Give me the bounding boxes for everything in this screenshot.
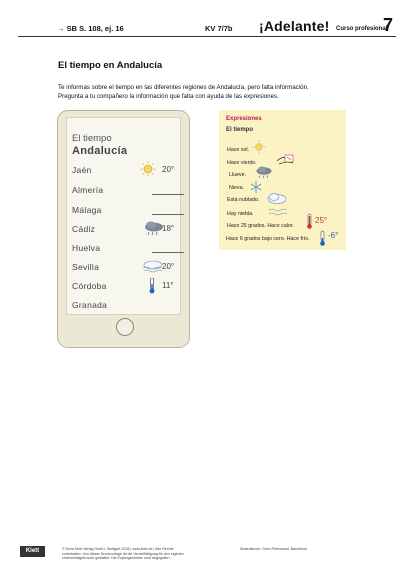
rain-cloud-icon xyxy=(254,165,274,180)
city-row xyxy=(72,204,177,218)
expression-item: Nieva. xyxy=(229,185,245,191)
expression-item: Hace 25 grados. Hace calor. xyxy=(227,223,294,229)
thermometer-hot-icon xyxy=(305,213,314,230)
city-row xyxy=(72,164,177,178)
sun-icon xyxy=(138,161,158,177)
expression-item: Hay niebla. xyxy=(227,211,254,217)
snowflake-icon xyxy=(249,180,263,194)
answer-blank xyxy=(152,214,184,215)
expression-item: Hace 6 grados bajo cero. Hace frío. xyxy=(226,236,310,242)
city-row xyxy=(72,223,177,237)
expression-item: Llueve. xyxy=(229,172,247,178)
expression-item: Está nublado. xyxy=(227,197,260,203)
sun-icon xyxy=(251,140,267,154)
textbook-reference: → SB S. 108, ej. 16 xyxy=(57,24,124,33)
city-name: Almería xyxy=(72,185,104,195)
unit-number: 7 xyxy=(383,15,394,35)
expressions-panel xyxy=(219,110,346,250)
publisher-logo: Klett xyxy=(20,546,45,557)
city-temperature: 20° xyxy=(162,262,175,271)
city-name: Huelva xyxy=(72,243,101,253)
city-row xyxy=(72,280,177,294)
city-row xyxy=(72,299,177,313)
city-name: Sevilla xyxy=(72,262,100,272)
answer-blank xyxy=(152,252,184,253)
cold-temperature: -6° xyxy=(328,231,339,240)
worksheet-code: KV 7/7b xyxy=(205,24,233,33)
hot-temperature: 25° xyxy=(315,216,328,225)
city-temperature: 20° xyxy=(162,165,175,174)
city-name: Cádiz xyxy=(72,224,96,234)
header-divider xyxy=(18,36,396,37)
expression-item: Hace viento. xyxy=(227,160,257,166)
city-temperature: 18° xyxy=(162,224,175,233)
instruction-line: Pregunta a tu compañero la información que falta con ayuda de las expresiones. xyxy=(58,93,279,100)
city-name: Granada xyxy=(72,300,108,310)
illustration-credit: Illustrationen: Sven Palmowski, Barcelona xyxy=(240,547,307,551)
city-row xyxy=(72,242,177,256)
instructions xyxy=(58,83,378,101)
city-name: Málaga xyxy=(72,205,102,215)
app-region: Andalucía xyxy=(72,145,128,157)
city-temperature: 11° xyxy=(162,281,174,290)
expression-item: Hace sol. xyxy=(227,147,250,153)
city-name: Córdoba xyxy=(72,281,107,291)
copyright-line: Unterrichtsgebrauch gestattet. Die Kopiergebühren sind abgegolten. xyxy=(62,556,171,560)
city-row xyxy=(72,184,177,198)
cloud-icon xyxy=(265,192,289,205)
city-name: Jaén xyxy=(72,165,92,175)
brand-title: ¡Adelante! xyxy=(259,18,330,34)
fog-icon xyxy=(267,206,289,218)
thermometer-cold-icon xyxy=(147,277,157,295)
footer xyxy=(20,546,380,566)
city-row xyxy=(72,261,177,275)
wind-icon xyxy=(275,152,297,166)
home-button xyxy=(116,318,134,336)
thermometer-cold-icon xyxy=(318,230,327,247)
instruction-line: Te informas sobre el tiempo en las diferentes regiones de Andalucía, pero falta información. xyxy=(58,84,309,91)
worksheet-header xyxy=(40,14,396,36)
course-label: Curso profesional xyxy=(336,26,388,32)
copyright-text xyxy=(62,547,238,561)
copyright-line: vorbehalten. Von dieser Druckvorlage ist die Vervielfältigung für den eigenen xyxy=(62,551,184,556)
page-title: El tiempo en Andalucía xyxy=(58,60,163,71)
expressions-title: Expresiones xyxy=(226,116,262,122)
answer-blank xyxy=(152,194,184,195)
expressions-subtitle: El tiempo xyxy=(226,127,254,133)
weather-app xyxy=(65,110,180,310)
app-title: El tiempo xyxy=(72,133,112,144)
copyright-line: © Ernst Klett Verlag GmbH, Stuttgart 2018 | www.klett.de | Alle Rechte xyxy=(62,547,174,551)
